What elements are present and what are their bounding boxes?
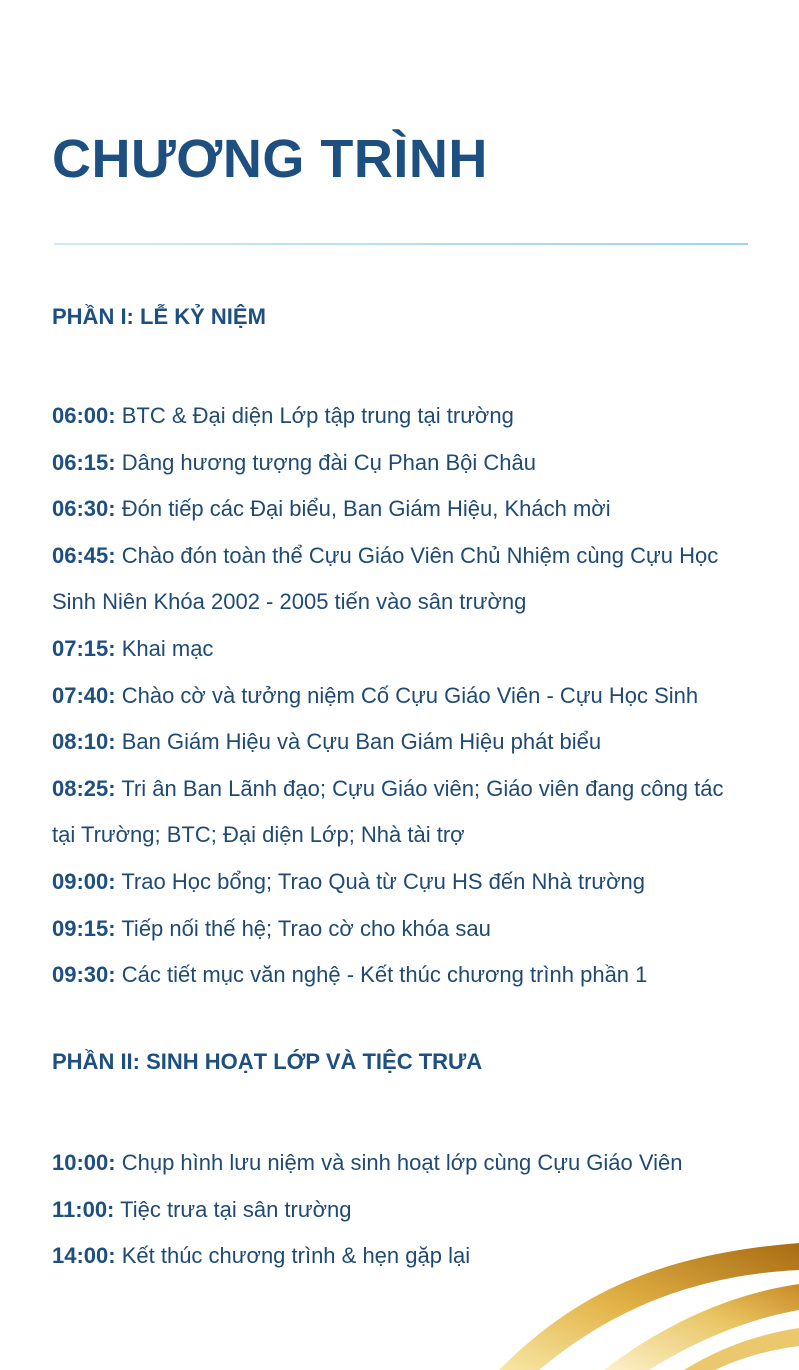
schedule-description: Trao Học bổng; Trao Quà từ Cựu HS đến Nhà trường <box>121 868 646 894</box>
schedule-item <box>52 486 752 533</box>
schedule-description: Khai mạc <box>121 635 214 661</box>
schedule-description: Chào đón toàn thể Cựu Giáo Viên Chủ Nhiệm cùng Cựu Học Sinh Niên Khóa 2002 - 2005 tiến vào sân trường <box>52 542 719 615</box>
schedule-description: Chào cờ và tưởng niệm Cố Cựu Giáo Viên - Cựu Học Sinh <box>121 682 699 708</box>
schedule-item <box>52 626 752 673</box>
section-heading-part-1: PHẦN I: LỄ KỶ NIỆM <box>52 304 266 329</box>
schedule-list-part-1 <box>52 393 752 999</box>
schedule-time: 07:40: <box>52 682 116 708</box>
schedule-description: Đón tiếp các Đại biểu, Ban Giám Hiệu, Khách mời <box>121 496 611 522</box>
schedule-time: 09:30: <box>52 962 116 988</box>
schedule-item <box>52 766 752 859</box>
schedule-description: Dâng hương tượng đài Cụ Phan Bội Châu <box>121 449 536 475</box>
schedule-time: 11:00: <box>52 1196 115 1222</box>
schedule-item <box>52 673 752 720</box>
schedule-time: 06:15: <box>52 449 116 475</box>
schedule-time: 07:15: <box>52 635 116 661</box>
gold-ribbon-decoration <box>479 1210 799 1370</box>
schedule-item <box>52 393 752 440</box>
schedule-item <box>52 859 752 906</box>
schedule-description: BTC & Đại diện Lớp tập trung tại trường <box>121 403 514 428</box>
schedule-time: 08:10: <box>52 729 116 755</box>
schedule-time: 09:15: <box>52 915 116 941</box>
schedule-description: Tiệc trưa tại sân trường <box>120 1196 352 1222</box>
section-heading-part-2: PHẦN II: SINH HOẠT LỚP VÀ TIỆC TRƯA <box>52 1049 483 1074</box>
schedule-description: Tri ân Ban Lãnh đạo; Cựu Giáo viên; Giáo viên đang công tác tại Trường; BTC; Đại diện Lớp; Nhà tài trợ <box>52 775 724 848</box>
schedule-item <box>52 533 752 626</box>
schedule-description: Chụp hình lưu niệm và sinh hoạt lớp cùng Cựu Giáo Viên <box>121 1150 683 1175</box>
schedule-time: 08:25: <box>52 775 116 801</box>
schedule-item <box>52 952 752 999</box>
schedule-item <box>52 906 752 953</box>
schedule-time: 10:00: <box>52 1150 116 1175</box>
schedule-item <box>52 719 752 766</box>
schedule-time: 06:30: <box>52 496 116 522</box>
schedule-description: Các tiết mục văn nghệ - Kết thúc chương trình phần 1 <box>121 962 648 988</box>
schedule-description: Tiếp nối thế hệ; Trao cờ cho khóa sau <box>121 915 491 941</box>
page-title: CHƯƠNG TRÌNH <box>52 129 488 189</box>
schedule-time: 09:00: <box>52 868 116 894</box>
schedule-time: 14:00: <box>52 1243 116 1269</box>
schedule-time: 06:45: <box>52 542 116 568</box>
schedule-description: Ban Giám Hiệu và Cựu Ban Giám Hiệu phát biểu <box>121 729 602 755</box>
schedule-item <box>52 440 752 487</box>
schedule-item <box>52 1140 752 1187</box>
title-divider <box>54 243 748 245</box>
schedule-description: Kết thúc chương trình & hẹn gặp lại <box>121 1243 471 1269</box>
schedule-time: 06:00: <box>52 403 116 428</box>
